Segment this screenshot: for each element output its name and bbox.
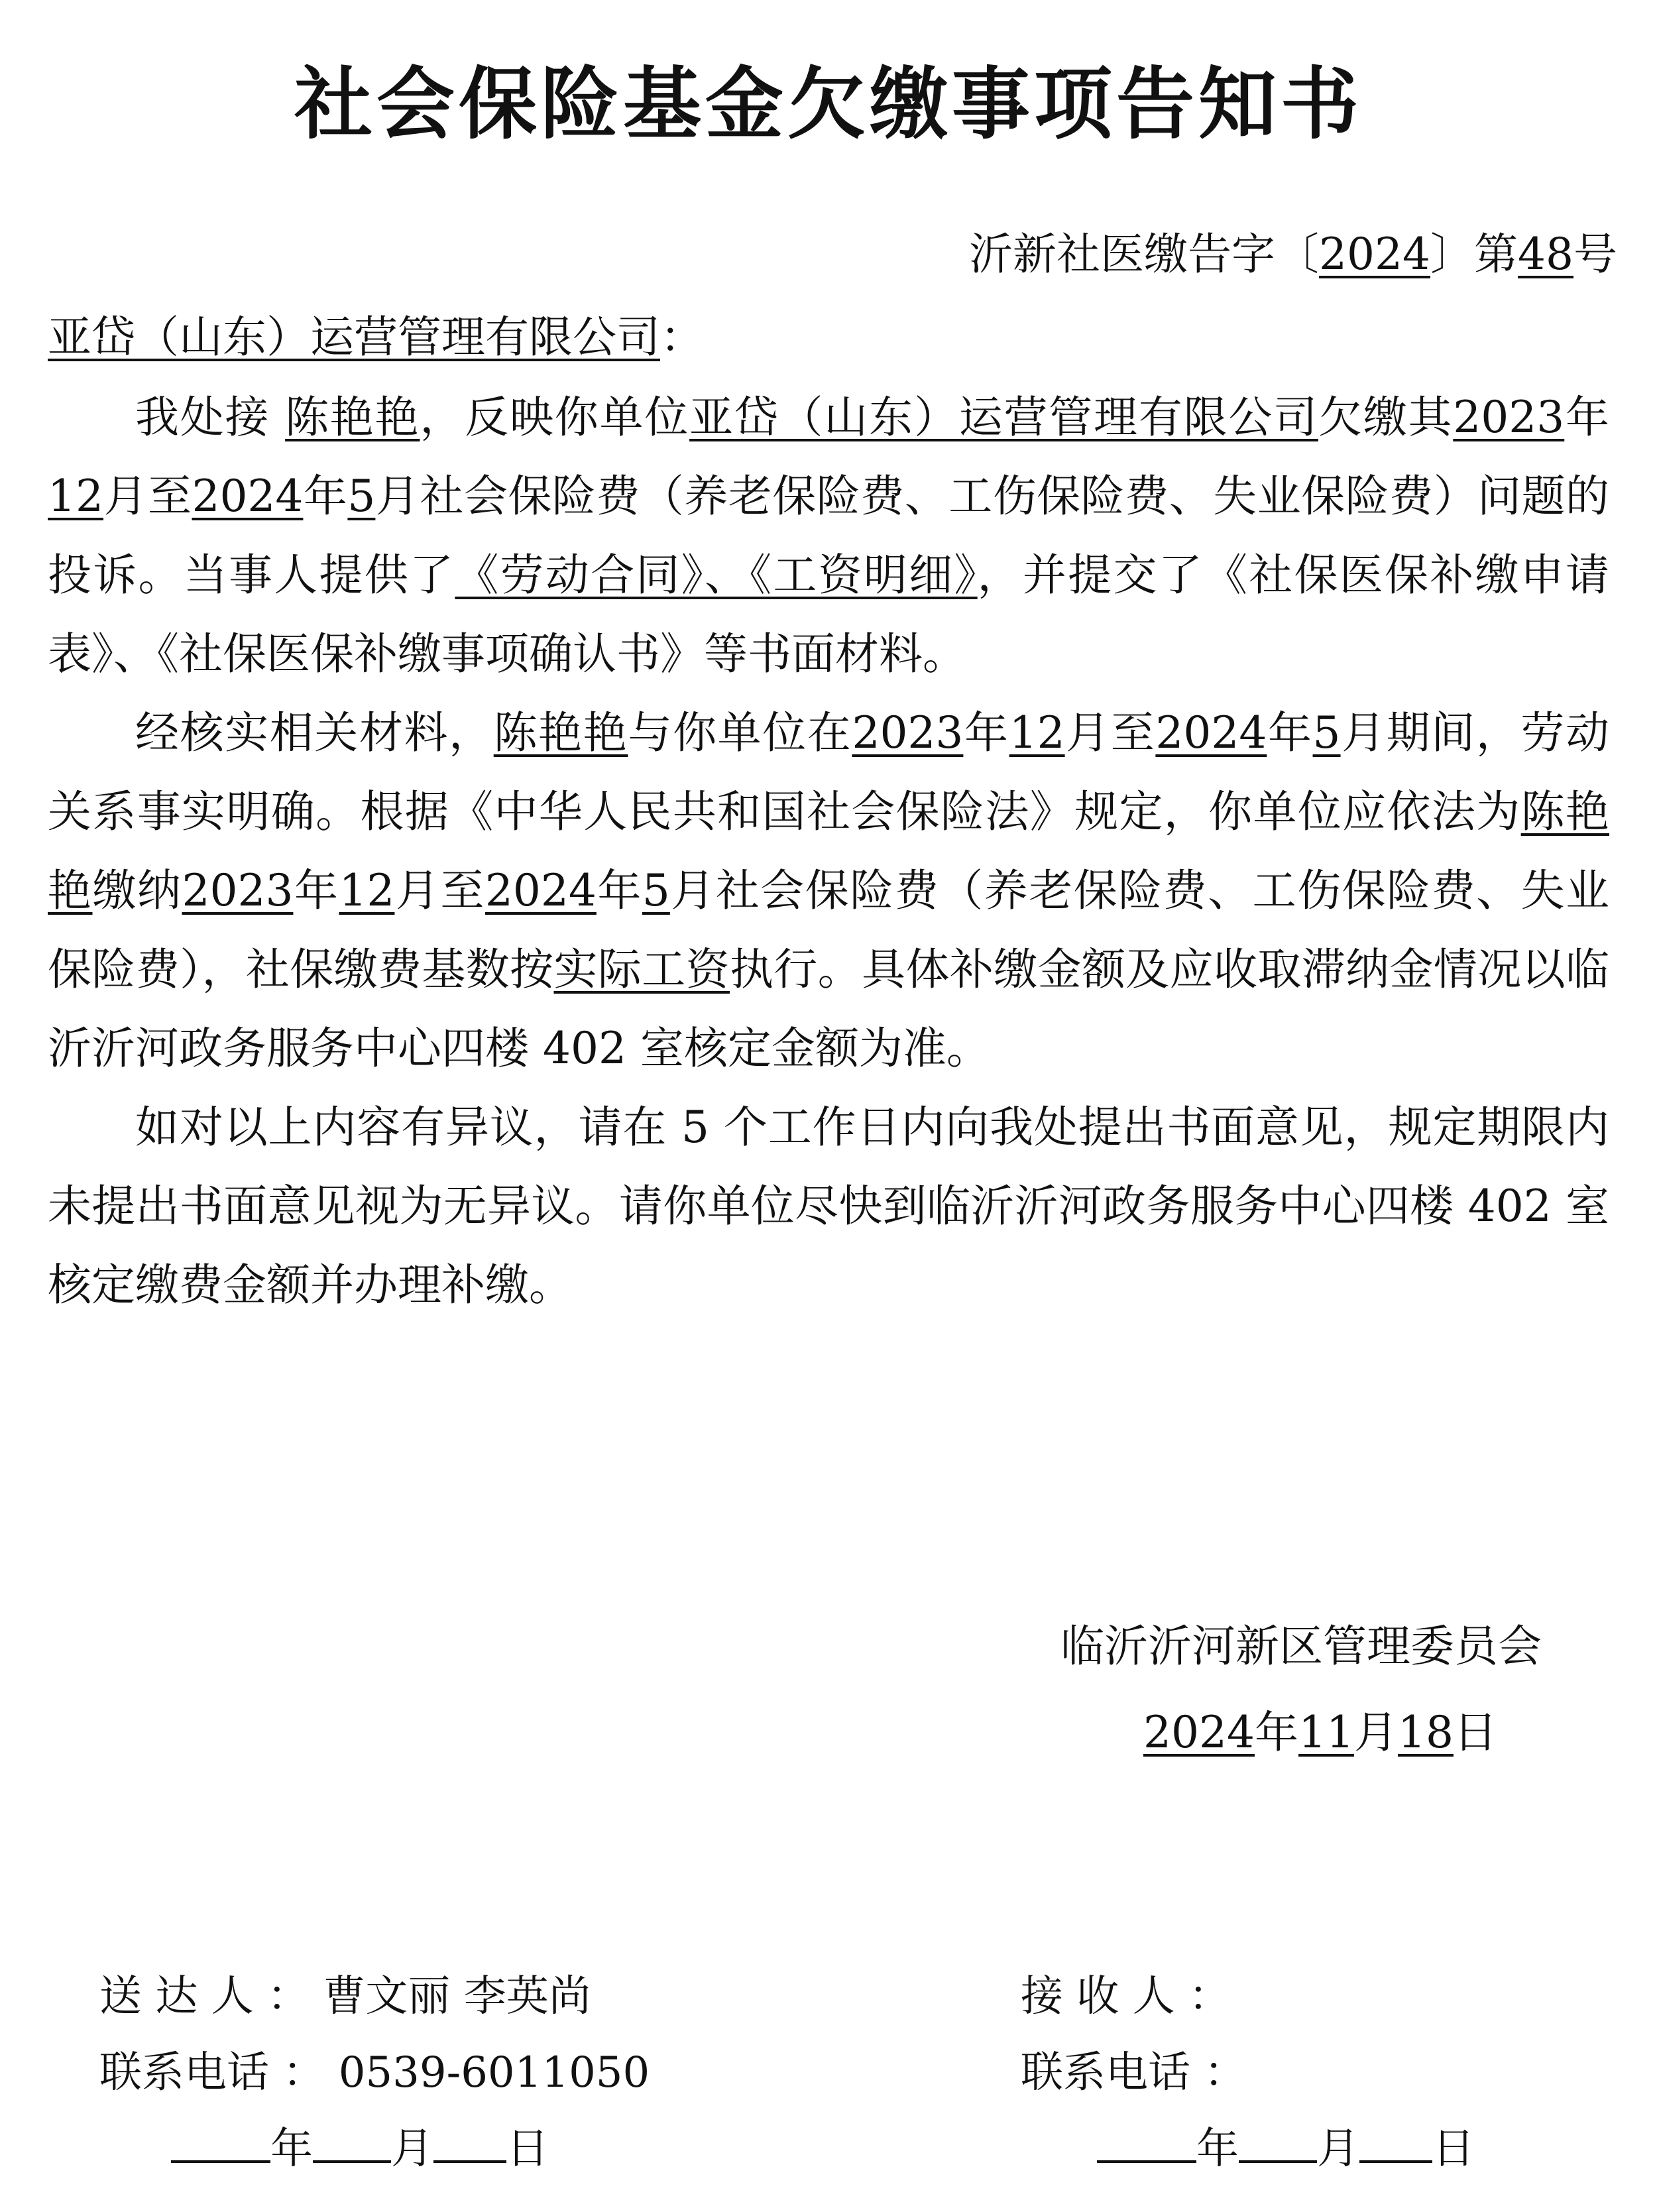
sender-phone-row [99,2038,650,2099]
blank-year [1097,2117,1196,2163]
p1-text: ，反映你单位 [420,392,690,443]
p2-text: 月至 [1064,707,1156,758]
day-label: 日 [506,2125,549,2174]
period-end-month: 5 [1312,707,1341,758]
addressee-colon: ： [660,312,704,363]
sender-phone: 0539-6011050 [338,2048,650,2097]
addressee [48,302,704,365]
issuing-organization: 临沂沂河新区管理委员会 [1060,1621,1542,1672]
end-year: 2024 [192,471,304,522]
p1-text: 年 [1564,392,1610,443]
blank-month [313,2117,391,2163]
notice-body [48,378,1609,1324]
employer-name: 亚岱（山东）运营管理有限公司 [689,392,1318,443]
month-label: 月 [1317,2125,1359,2174]
issue-year: 2024 [1143,1707,1255,1758]
doc-number-serial: 48 [1518,229,1573,280]
doc-number-suffix: 号 [1573,229,1617,280]
document-title: 社会保险基金欠缴事项告知书 [294,58,1363,150]
sender-date-row [171,2115,549,2176]
p2-text: 年 [963,707,1009,758]
p2-text: 执行。具体补缴金额及应收取滞纳金情况以临沂沂河政务服务中心四楼 402 室核定金额为准。 [48,944,1610,1074]
end-month: 5 [347,471,376,522]
doc-number-year: 2024 [1319,229,1431,280]
payment-start-month: 12 [339,865,395,916]
receiver-phone-row [1021,2038,1246,2099]
p2-text: 月社会保险费（养老保险费、工伤保险费、失业保险费），社保缴费基数按 [48,865,1610,995]
payment-end-month: 5 [642,865,670,916]
payment-end-year: 2024 [485,865,597,916]
blank-day [433,2117,506,2163]
sender-label: 送 达 人 ： [99,1972,310,2021]
day-label: 日 [1453,1707,1497,1758]
issue-day: 18 [1397,1707,1454,1758]
month-label: 月 [1353,1707,1398,1758]
p1-text: 月社会保险费（养老保险费、工伤保险费、失业保险费）问题的投诉。当事人提供了 [48,471,1610,601]
year-label: 年 [270,2125,313,2174]
employee-name: 陈艳艳 [48,786,1610,916]
month-label: 月 [391,2125,433,2174]
period-end-year: 2024 [1155,707,1267,758]
sender-row [99,1962,591,2023]
issue-month: 11 [1298,1707,1354,1758]
sender-names: 曹文丽 李英尚 [323,1972,591,2021]
addressee-company: 亚岱（山东）运营管理有限公司 [48,312,660,363]
p2-text: 月期间，劳动关系事实明确。根据《中华人民共和国社会保险法》规定，你单位应依法为 [48,707,1610,837]
employee-name: 陈艳艳 [493,707,628,758]
receiver-row [1021,1962,1231,2023]
p2-text: 年 [293,865,339,916]
start-year: 2023 [1453,392,1565,443]
doc-number-prefix: 沂新社医缴告字〔 [969,229,1320,280]
p2-text: 缴纳 [92,865,182,916]
contribution-base: 实际工资 [553,944,730,995]
paragraph-objection: 如对以上内容有异议，请在 5 个工作日内向我处提出书面意见，规定期限内未提出书面意见视为无异议。请你单位尽快到临沂沂河政务服务中心四楼 402 室核定缴费金额并办理补缴。 [48,1102,1609,1310]
doc-number-mid: 〕第 [1430,229,1518,280]
sender-phone-label: 联系电话 ： [99,2048,325,2097]
p2-text: 年 [1267,707,1313,758]
start-month: 12 [48,471,103,522]
provided-documents: 《劳动合同》、《工资明细》 [455,550,978,601]
year-label: 年 [1196,2125,1239,2174]
day-label: 日 [1432,2125,1475,2174]
receiver-date-row [1097,2115,1475,2176]
complainant-name: 陈艳艳 [285,392,420,443]
blank-year [171,2117,270,2163]
p1-text: 月至 [103,471,192,522]
paragraph-verification [48,693,1609,1088]
p2-text: 经核实相关材料， [135,707,494,758]
document-number [969,219,1617,282]
p1-text: 年 [303,471,348,522]
payment-start-year: 2023 [182,865,294,916]
p2-text: 月至 [394,865,485,916]
issue-date [1143,1697,1497,1760]
blank-month [1239,2117,1317,2163]
p1-text: 欠缴其 [1318,392,1454,443]
period-start-month: 12 [1009,707,1065,758]
blank-day [1359,2117,1432,2163]
year-label: 年 [1254,1707,1298,1758]
p1-text: ，并提交了《社保医保补缴申请表》、《社保医保补缴事项确认书》等书面材料。 [48,550,1610,679]
p2-text: 年 [596,865,642,916]
period-start-year: 2023 [852,707,964,758]
receiver-phone-label: 联系电话 ： [1021,2048,1247,2097]
receiver-label: 接 收 人 ： [1021,1972,1231,2021]
p1-text: 我处接 [135,392,286,443]
paragraph-complaint [48,378,1609,693]
p2-text: 与你单位在 [628,707,852,758]
